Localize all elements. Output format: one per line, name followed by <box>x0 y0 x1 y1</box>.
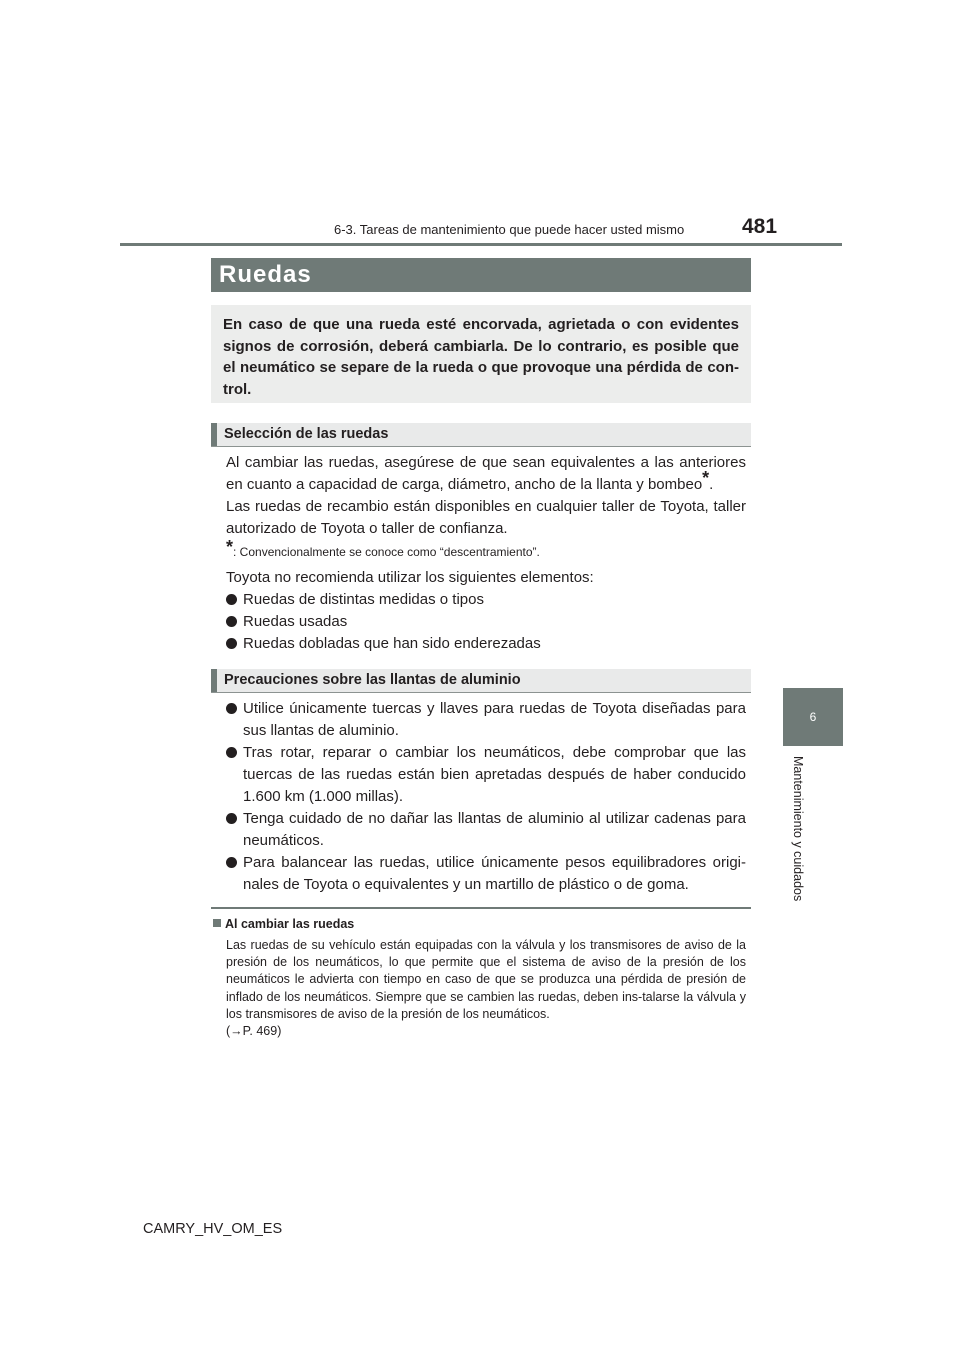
footnote <box>226 537 540 559</box>
chapter-header-title: 6-3. Tareas de mantenimiento que puede hacer usted mismo <box>334 222 685 237</box>
bullet-icon <box>226 703 237 714</box>
list-item <box>226 611 746 633</box>
list-item <box>226 633 746 655</box>
note-title-text: Al cambiar las ruedas <box>225 917 355 931</box>
list-item-text: Tras rotar, reparar o cambiar los neumáticos, debe comprobar que las tuercas de las ruedas están bien apretadas después de haber conducido 1.600 km (1.000 millas). <box>243 744 746 805</box>
list-item <box>226 852 746 896</box>
note-body <box>226 937 746 1040</box>
note-body-text: Las ruedas de su vehículo están equipadas con la válvula y los transmisores de aviso de la presión de los neumáticos, lo que permite que el sistema de aviso de la presión de los neumáticos le advierta con tiempo en caso de que se produzca una pérdida de presión de inflado de los neumáticos. Siempre que se cambien las ruedas, deben ins-talarse la válvula y los transmisores de aviso de la presión de los neumáticos. <box>226 938 746 1021</box>
section1-paragraph-2: Las ruedas de recambio están disponibles en cualquier taller de Toyota, taller autorizado de Toyota o taller de confianza. <box>226 498 746 537</box>
section-heading-wheel-selection <box>211 423 751 447</box>
bullet-icon <box>226 594 237 605</box>
header-rule <box>120 243 842 246</box>
paragraph-text: Al cambiar las ruedas, asegúrese de que sean equivalentes a las anteriores en cuanto a capacidad de carga, diámetro, ancho de la llanta y bombeo <box>226 454 746 493</box>
bullet-icon <box>226 857 237 868</box>
aluminum-precautions-list <box>226 698 746 896</box>
list-item <box>226 589 746 611</box>
footnote-text: : Convencionalmente se conoce como “descentramiento”. <box>233 545 540 559</box>
bullet-icon <box>226 638 237 649</box>
intro-box: En caso de que una rueda esté encorvada, agrietada o con evidentes signos de corrosión, deberá cambiarla. De lo contrario, es posible que el neumático se separe de la rueda o que provoque una pérdida de con-trol. <box>211 305 751 403</box>
section1-body <box>226 452 746 540</box>
note-title <box>213 917 354 931</box>
footnote-star: * <box>226 537 234 557</box>
list-intro: Toyota no recomienda utilizar los siguientes elementos: <box>226 569 594 586</box>
section-heading-marker <box>211 669 217 692</box>
paragraph-end: . <box>709 476 714 493</box>
list-item-text: Tenga cuidado de no dañar las llantas de aluminio al utilizar cadenas para neumáticos. <box>243 810 746 849</box>
section1-paragraph-1 <box>226 452 746 496</box>
list-item <box>226 698 746 742</box>
chapter-tab-label <box>782 756 814 906</box>
list-item <box>226 808 746 852</box>
list-item-text: Ruedas de distintas medidas o tipos <box>243 591 484 608</box>
chapter-tab-name: Mantenimiento y cuidados <box>791 756 805 902</box>
section-heading-text: Selección de las ruedas <box>224 426 389 442</box>
page-number: 481 <box>742 215 778 238</box>
page-title: Ruedas <box>219 261 312 288</box>
section-heading-marker <box>211 423 217 446</box>
chapter-tab-number: 6 <box>809 710 817 724</box>
square-bullet-icon <box>213 919 221 927</box>
list-item-text: Ruedas usadas <box>243 613 348 630</box>
bullet-icon <box>226 747 237 758</box>
list-item-text: Ruedas dobladas que han sido enderezadas <box>243 635 541 652</box>
chapter-tab <box>783 688 843 746</box>
footnote-star: * <box>702 468 710 488</box>
page-reference-link[interactable]: (→P. 469) <box>226 1024 282 1039</box>
not-recommended-list <box>226 589 746 655</box>
list-item-text: Para balancear las ruedas, utilice únicamente pesos equilibradores origi-nales de Toyota o equivalentes y un martillo de plástico o de goma. <box>243 854 746 893</box>
bullet-icon <box>226 616 237 627</box>
note-separator <box>211 907 751 909</box>
list-item <box>226 742 746 808</box>
section-heading-aluminum-wheels <box>211 669 751 693</box>
document-code: CAMRY_HV_OM_ES <box>143 1221 283 1237</box>
section-heading-text: Precauciones sobre las llantas de aluminio <box>224 672 521 688</box>
list-item-text: Utilice únicamente tuercas y llaves para ruedas de Toyota diseñadas para sus llantas de aluminio. <box>243 700 746 739</box>
bullet-icon <box>226 813 237 824</box>
section-title-bar <box>211 258 751 292</box>
